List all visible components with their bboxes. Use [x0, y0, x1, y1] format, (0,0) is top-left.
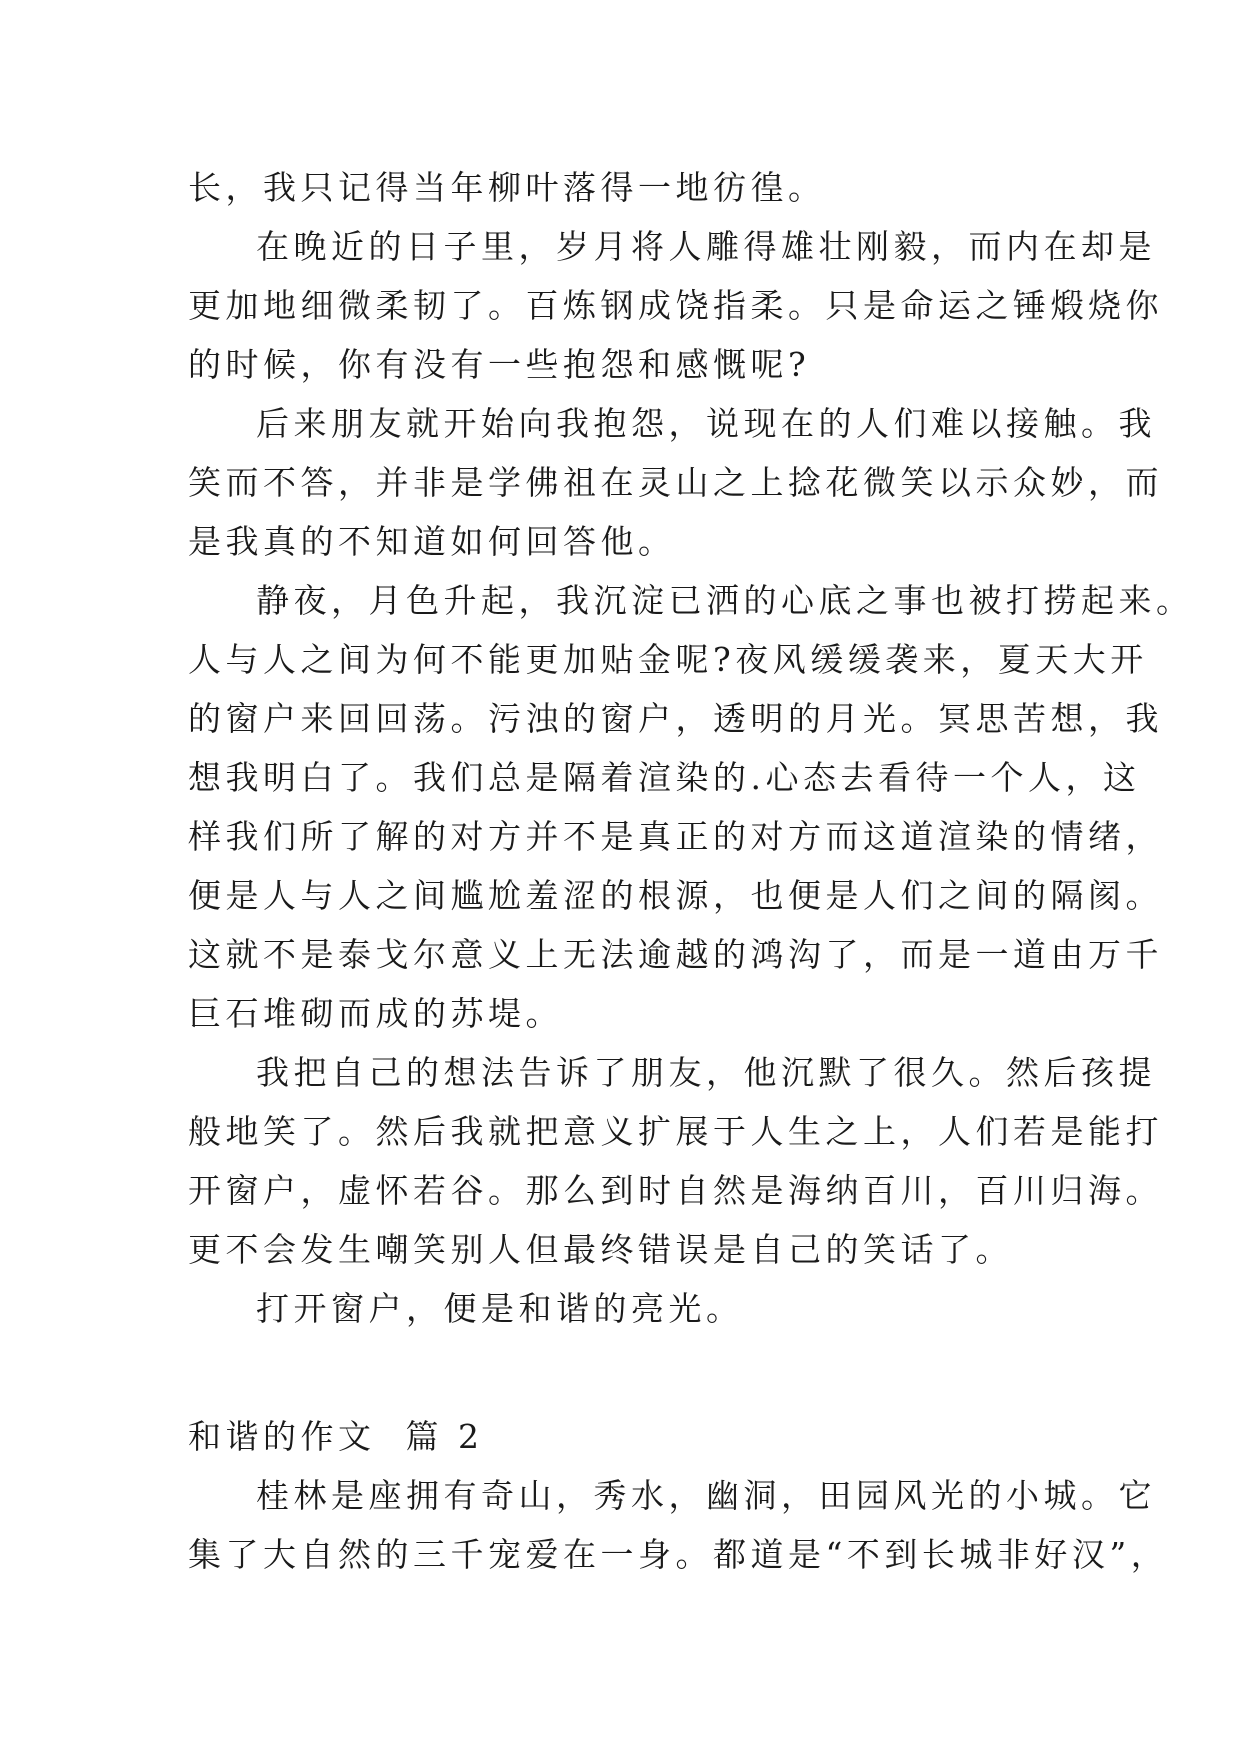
text-line: 的窗户来回回荡。污浊的窗户，透明的月光。冥思苦想，我: [188, 699, 1163, 738]
text-line: 人与人之间为何不能更加贴金呢?夜风缓缓袭来，夏天大开: [188, 640, 1148, 679]
document-body: [188, 158, 1194, 1584]
text-line: 在晚近的日子里，岁月将人雕得雄壮刚毅，而内在却是: [256, 227, 1156, 266]
text-line: 笑而不答，并非是学佛祖在灵山之上捻花微笑以示众妙，而: [188, 463, 1163, 502]
text-line: 样我们所了解的对方并不是真正的对方而这道渲染的情绪，: [188, 817, 1163, 856]
text-line: 这就不是泰戈尔意义上无法逾越的鸿沟了，而是一道由万千: [188, 935, 1163, 974]
text-line: 打开窗户，便是和谐的亮光。: [256, 1289, 744, 1328]
text-line: 巨石堆砌而成的苏堤。: [188, 994, 563, 1033]
text-line: 静夜，月色升起，我沉淀已洒的心底之事也被打捞起来。: [256, 581, 1194, 620]
section-gap: [188, 1338, 1068, 1407]
text-line: 想我明白了。我们总是隔着渲染的.心态去看待一个人，这: [188, 758, 1141, 797]
text-line: 是我真的不知道如何回答他。: [188, 522, 676, 561]
text-line: 桂林是座拥有奇山，秀水，幽洞，田园风光的小城。它: [256, 1476, 1156, 1515]
text-line: 我把自己的想法告诉了朋友，他沉默了很久。然后孩提: [256, 1053, 1156, 1092]
text-line: 便是人与人之间尴尬羞涩的根源，也便是人们之间的隔阂。: [188, 876, 1163, 915]
text-line: 后来朋友就开始向我抱怨，说现在的人们难以接触。我: [256, 404, 1156, 443]
text-line: 长，我只记得当年柳叶落得一地彷徨。: [188, 168, 826, 207]
text-line: 集了大自然的三千宠爱在一身。都道是“不到长城非好汉”，: [188, 1535, 1169, 1574]
section-heading: 和谐的作文 篇 2: [188, 1417, 484, 1456]
text-line: 更加地细微柔韧了。百炼钢成饶指柔。只是命运之锤煅烧你: [188, 286, 1163, 325]
text-line: 般地笑了。然后我就把意义扩展于人生之上，人们若是能打: [188, 1112, 1163, 1151]
text-line: 开窗户，虚怀若谷。那么到时自然是海纳百川，百川归海。: [188, 1171, 1163, 1210]
text-line: 更不会发生嘲笑别人但最终错误是自己的笑话了。: [188, 1230, 1013, 1269]
text-line: 的时候，你有没有一些抱怨和感慨呢?: [188, 345, 811, 384]
